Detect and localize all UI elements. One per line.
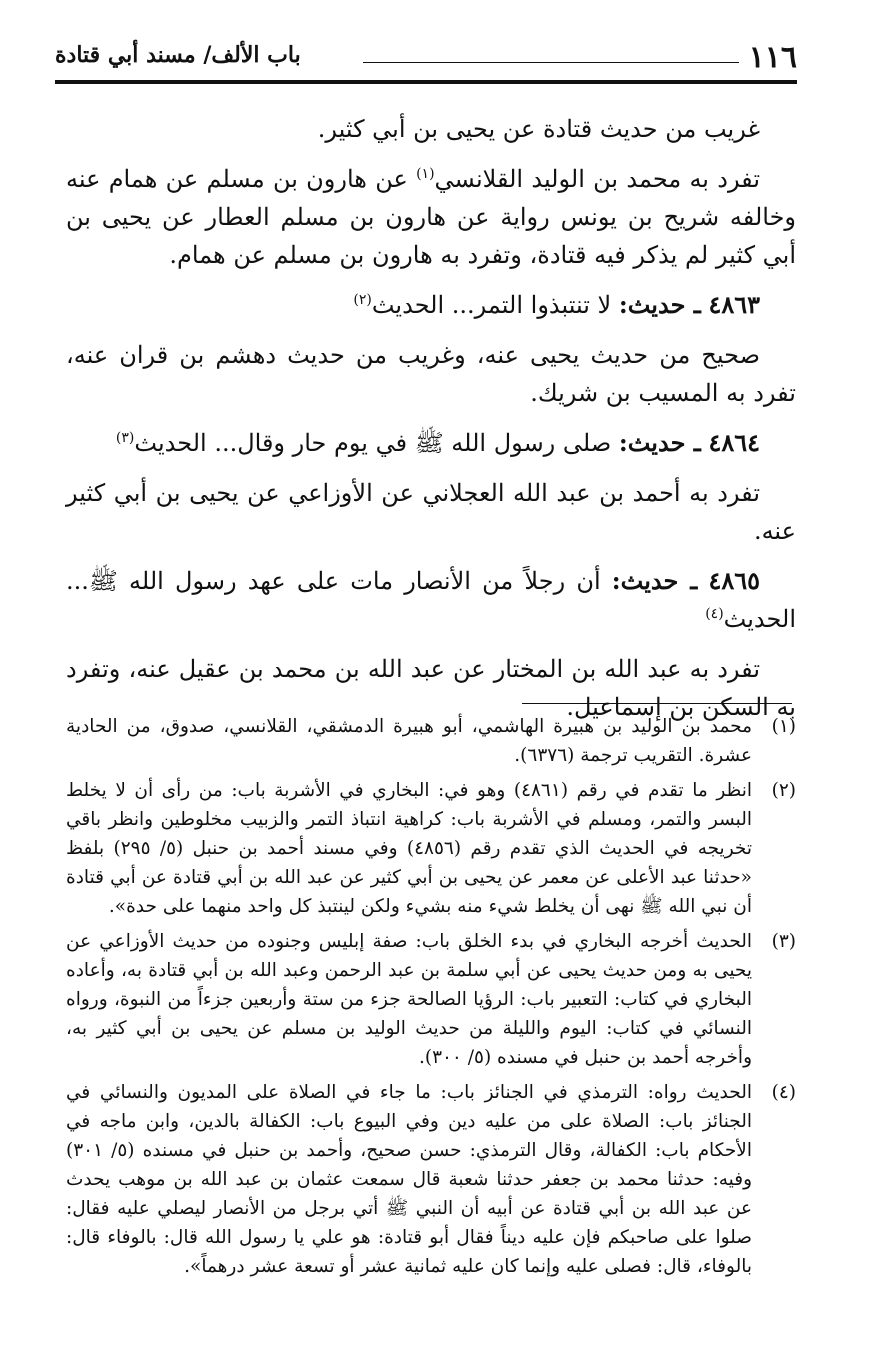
- footnote-ref: (٢): [353, 292, 372, 308]
- hadith-label: ـ حديث:: [618, 428, 701, 457]
- hadith-entry: [66, 286, 796, 324]
- footnote: [66, 712, 796, 770]
- footnote-ref: (٤): [705, 606, 724, 622]
- paragraph: [66, 160, 796, 274]
- paragraph: تفرد به عبد الله بن المختار عن عبد الله بن محمد بن عقيل عنه، وتفرد به السكن بن إسماعيل.: [66, 655, 796, 721]
- header-rule: [55, 80, 797, 84]
- footnote-number: (٤): [771, 1082, 796, 1103]
- paragraph-text: عن هارون بن مسلم عن همام عنه وخالفه شريح بن يونس رواية عن هارون بن مسلم العطار عن يحيى بن أبي كثير لم يذكر فيه قتادة، وتفرد به هارون بن مسلم عن همام.: [66, 165, 796, 269]
- footnote-number: (٢): [771, 780, 796, 801]
- page-number: ١١٦: [748, 40, 797, 75]
- hadith-label: ـ حديث:: [611, 566, 698, 595]
- hadith-number: ٤٨٦٥: [708, 566, 760, 595]
- footnotes: [66, 712, 796, 1287]
- hadith-text: أن رجلاً من الأنصار مات على عهد رسول الله ﷺ... الحديث: [66, 567, 796, 633]
- header-divider: [363, 62, 739, 63]
- hadith-number: ٤٨٦٣: [708, 290, 760, 319]
- footnote-ref: (٣): [115, 430, 135, 446]
- running-title: باب الألف/ مسند أبي قتادة: [55, 42, 301, 68]
- footnote: [66, 927, 796, 1072]
- footnote-ref: (١): [416, 166, 435, 182]
- paragraph: صحيح من حديث يحيى عنه، وغريب من حديث دهشم بن قران عنه، تفرد به المسيب بن شريك.: [66, 341, 796, 407]
- footnote-number: (٣): [771, 931, 796, 952]
- footnote-number: (١): [771, 716, 796, 737]
- hadith-label: ـ حديث:: [618, 290, 701, 319]
- paragraph-text: تفرد به محمد بن الوليد القلانسي: [434, 165, 761, 193]
- hadith-entry: [66, 562, 796, 638]
- footnote: [66, 776, 796, 921]
- paragraph: غريب من حديث قتادة عن يحيى بن أبي كثير.: [317, 115, 760, 143]
- hadith-text: صلى رسول الله ﷺ في يوم حار وقال... الحديث: [134, 429, 619, 457]
- footnote-text: انظر ما تقدم في رقم (٤٨٦١) وهو في: البخاري في الأشربة باب: من رأى أن لا يخلط البسر والتمر، ومسلم في الأشربة باب: كراهية انتباذ التمر والزبيب مخلوطين وانظر باقي تخريجه في الحديث الذي تقدم رقم (٤٨٥٦) وفي مسند أحمد بن حنبل (٥/ ٢٩٥) بلفظ «حدثنا عبد الأعلى عن معمر عن يحيى بن أبي كثير عن عبد الله بن أبي قتادة عن أبي قتادة أن نبي الله ﷺ نهى أن يخلط شيء منه بشيء ولكن لينتبذ كل واحد منهما على حدة».: [66, 780, 753, 917]
- footnote-text: محمد بن الوليد بن هبيرة الهاشمي، أبو هبيرة الدمشقي، القلانسي، صدوق، من الحادية عشرة. التقريب ترجمة (٦٣٧٦).: [66, 716, 752, 766]
- main-text: [66, 110, 796, 738]
- hadith-text: لا تنتبذوا التمر... الحديث: [371, 291, 619, 319]
- hadith-entry: [66, 424, 796, 462]
- hadith-number: ٤٨٦٤: [708, 428, 760, 457]
- footnote-separator: [522, 703, 792, 704]
- footnote-text: الحديث رواه: الترمذي في الجنائز باب: ما جاء في الصلاة على المديون والنسائي في الجنائز باب: الصلاة على من عليه دين وفي البيوع باب: الكفالة بالدين، وابن ماجه في الأحكام باب: الكفالة، وقال الترمذي: حسن صحيح، وأحمد بن حنبل في مسنده (٥/ ٣٠١) وفيه: حدثنا محمد بن جعفر حدثنا شعبة قال سمعت عثمان بن عبد الله بن موهب يحدث عن عبد الله بن أبي قتادة عن أبيه أن النبي ﷺ أتي برجل من الأنصار ليصلي عليه فقال: صلوا على صاحبكم فإن عليه ديناً فقال أبو قتادة: هو علي يا رسول الله قال: بالوفاء قال: بالوفاء، قال: فصلى عليه وإنما كان عليه ثمانية عشر أو تسعة عشر درهماً».: [66, 1082, 753, 1277]
- page-header: [55, 40, 797, 76]
- footnote: [66, 1078, 796, 1281]
- footnote-text: الحديث أخرجه البخاري في بدء الخلق باب: صفة إبليس وجنوده من حديث الأوزاعي عن يحيى به ومن حديث يحيى عن أبي سلمة بن عبد الرحمن وعبد الله بن أبي قتادة به، وأعاده البخاري في كتاب: التعبير باب: الرؤيا الصالحة جزء من ستة وأربعين جزءاً من النبوة، ورواه النسائي في كتاب: اليوم والليلة من حديث الوليد بن مسلم عن يحيى بن أبي كثير به، وأخرجه أحمد بن حنبل في مسنده (٥/ ٣٠٠).: [66, 931, 752, 1068]
- paragraph: تفرد به أحمد بن عبد الله العجلاني عن الأوزاعي عن يحيى بن أبي كثير عنه.: [66, 479, 796, 545]
